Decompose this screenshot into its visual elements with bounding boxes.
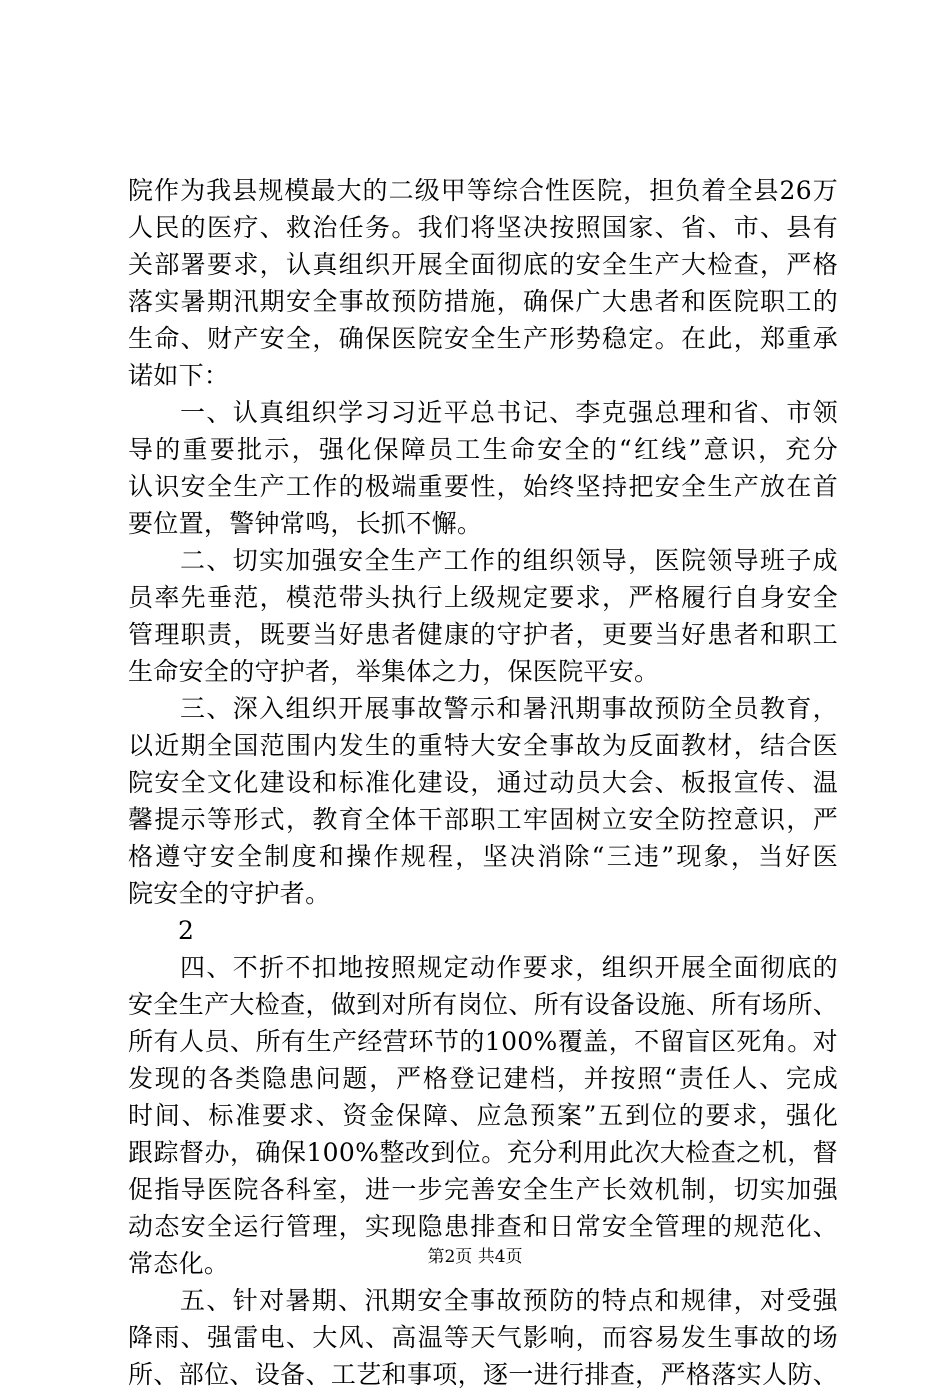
text-line: 三、深入组织开展事故警示和暑汛期事故预防全员教育， xyxy=(180,694,838,723)
text-line: 降雨、强雷电、大风、高温等天气影响，而容易发生事故的场 xyxy=(128,1323,838,1352)
text-line: 生命安全的守护者，举集体之力，保医院平安。 xyxy=(128,657,660,686)
text-line: 时间、标准要求、资金保障、应急预案”五到位的要求，强化 xyxy=(128,1101,838,1130)
text-line: 落实暑期汛期安全事故预防措施，确保广大患者和医院职工的 xyxy=(128,287,838,316)
text-line: 五、针对暑期、汛期安全事故预防的特点和规律，对受强 xyxy=(180,1286,838,1315)
text-line: 格遵守安全制度和操作规程，坚决消除“三违”现象，当好医 xyxy=(128,842,838,871)
text-line: 跟踪督办，确保100%整改到位。充分利用此次大检查之机，督 xyxy=(128,1138,838,1167)
text-line: 认识安全生产工作的极端重要性，始终坚持把安全生产放在首 xyxy=(128,472,838,501)
text-line: 常态化。 xyxy=(128,1249,230,1278)
text-line: 馨提示等形式，教育全体干部职工牢固树立安全防控意识，严 xyxy=(128,805,838,834)
text-line: 所有人员、所有生产经营环节的100%覆盖，不留盲区死角。对 xyxy=(128,1027,838,1056)
document-body xyxy=(128,172,838,1393)
page-footer: 第2页 共4页 xyxy=(427,1247,523,1267)
text-line: 员率先垂范，模范带头执行上级规定要求，严格履行自身安全 xyxy=(128,583,838,612)
text-line: 诺如下： xyxy=(128,361,230,390)
text-line: 安全生产大检查，做到对所有岗位、所有设备设施、所有场所、 xyxy=(128,990,838,1019)
text-line: 所、部位、设备、工艺和事项，逐一进行排查，严格落实人防、 xyxy=(128,1360,838,1389)
text-line: 院安全的守护者。 xyxy=(128,879,331,908)
page-marker: 2 xyxy=(178,916,195,945)
text-line: 院作为我县规模最大的二级甲等综合性医院，担负着全县26万 xyxy=(128,176,838,205)
text-line: 四、不折不扣地按照规定动作要求，组织开展全面彻底的 xyxy=(180,953,838,982)
text-line: 以近期全国范围内发生的重特大安全事故为反面教材，结合医 xyxy=(128,731,838,760)
text-line: 要位置，警钟常鸣，长抓不懈。 xyxy=(128,509,483,538)
text-line: 导的重要批示，强化保障员工生命安全的“红线”意识，充分 xyxy=(128,435,838,464)
text-line: 促指导医院各科室，进一步完善安全生产长效机制，切实加强 xyxy=(128,1175,838,1204)
text-line: 一、认真组织学习习近平总书记、李克强总理和省、市领 xyxy=(180,398,838,427)
text-line: 发现的各类隐患问题，严格登记建档，并按照“责任人、完成 xyxy=(128,1064,838,1093)
text-line: 院安全文化建设和标准化建设，通过动员大会、板报宣传、温 xyxy=(128,768,838,797)
text-line: 人民的医疗、救治任务。我们将坚决按照国家、省、市、县有 xyxy=(128,213,838,242)
text-line: 关部署要求，认真组织开展全面彻底的安全生产大检查，严格 xyxy=(128,250,838,279)
text-line: 生命、财产安全，确保医院安全生产形势稳定。在此，郑重承 xyxy=(128,324,838,353)
text-line: 管理职责，既要当好患者健康的守护者，更要当好患者和职工 xyxy=(128,620,838,649)
text-line: 二、切实加强安全生产工作的组织领导，医院领导班子成 xyxy=(180,546,838,575)
text-line: 动态安全运行管理，实现隐患排查和日常安全管理的规范化、 xyxy=(128,1212,838,1241)
